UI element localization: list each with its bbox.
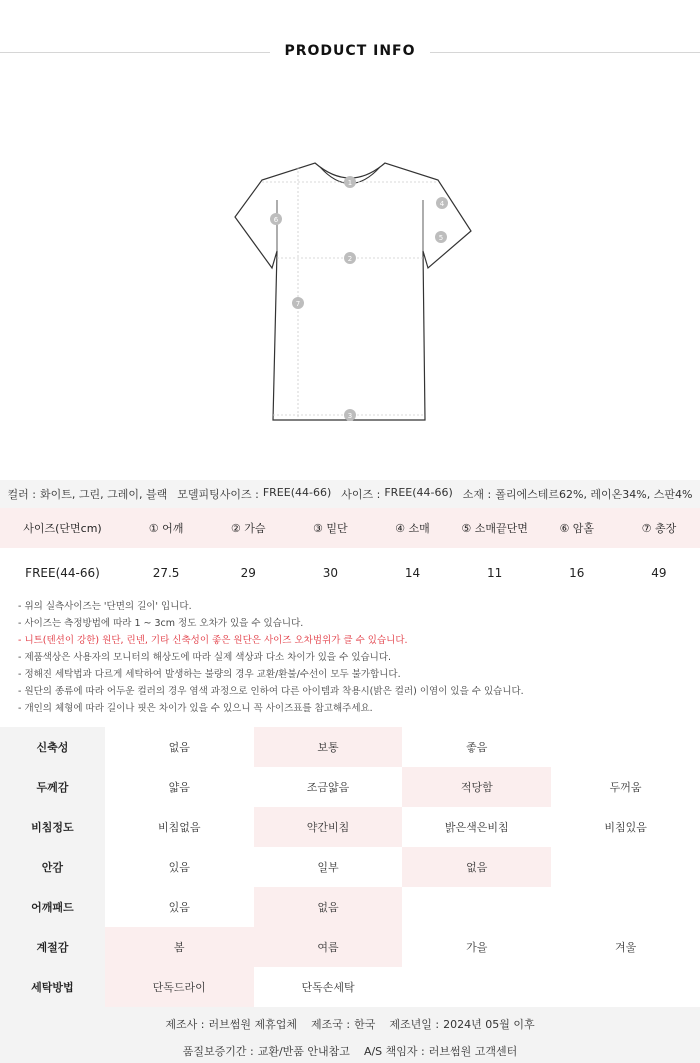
note-item: - 사이즈는 측정방법에 따라 1 ~ 3cm 정도 오차가 있을 수 있습니다. — [18, 618, 304, 629]
fit-option-empty — [551, 967, 700, 1007]
note-item: - 정해진 세탁법과 다르게 세탁하여 발생하는 불량의 경우 교환/환불/수선이 모두 불가합니다. — [18, 669, 401, 680]
fit-option: 얇음 — [168, 781, 190, 794]
note-item: - 위의 실측사이즈는 '단면의 길이' 입니다. — [18, 601, 192, 612]
warranty: 품질보증기간 : 교환/반품 안내참고 — [182, 1045, 350, 1058]
fit-option: 가을 — [466, 941, 488, 954]
spec-color: 컬러 : 화이트, 그린, 그레이, 블랙 — [7, 488, 168, 501]
table-cell: 16 — [569, 566, 585, 580]
page-title: PRODUCT INFO — [284, 43, 416, 59]
fit-label: 안감 — [0, 847, 105, 887]
fit-option: 없음 — [254, 887, 403, 927]
fit-option-empty — [402, 887, 551, 927]
note-item: - 원단의 종류에 따라 어두운 컬러의 경우 염색 과정으로 인하여 다른 아이템과 착용시(밝은 컬러) 이염이 있을 수 있습니다. — [18, 686, 524, 697]
column-header: ④ 소매 — [371, 508, 453, 548]
table-row — [0, 548, 700, 598]
fit-option: 단독손세탁 — [301, 981, 355, 994]
fit-option: 여름 — [254, 927, 403, 967]
fit-option: 없음 — [402, 847, 551, 887]
size-notes — [18, 598, 688, 717]
fit-option-empty — [551, 887, 700, 927]
country: 제조국 : 한국 — [311, 1018, 376, 1031]
fit-attribute-table — [0, 727, 700, 1007]
marker-2 — [344, 252, 356, 264]
fit-option: 약간비침 — [254, 807, 403, 847]
table-cell: FREE(44-66) — [25, 566, 100, 580]
fit-option: 비침없음 — [157, 821, 201, 834]
fit-option: 보통 — [254, 727, 403, 767]
divider — [0, 52, 270, 53]
fit-option: 단독드라이 — [105, 967, 254, 1007]
fit-option: 봄 — [105, 927, 254, 967]
spec-size: 사이즈 : FREE(44-66) — [341, 486, 453, 501]
svg-text:5: 5 — [438, 234, 444, 242]
size-table-header — [0, 508, 700, 548]
fit-option-empty — [551, 847, 700, 887]
fit-option: 두꺼움 — [609, 781, 642, 794]
fit-option: 밝은색은비침 — [444, 821, 509, 834]
svg-text:4: 4 — [439, 200, 445, 208]
column-header: ⑦ 총장 — [618, 508, 700, 548]
divider — [430, 52, 700, 53]
tshirt-diagram — [225, 155, 475, 435]
note-item: - 제품색상은 사용자의 모니터의 해상도에 따라 실제 색상과 다소 차이가 있을 수 있습니다. — [18, 652, 392, 663]
fit-row — [0, 967, 700, 1007]
column-header: ① 어깨 — [125, 508, 207, 548]
footer-line — [0, 1013, 700, 1035]
fit-label: 신축성 — [0, 727, 105, 767]
column-header: ② 가슴 — [207, 508, 289, 548]
fit-row — [0, 887, 700, 927]
svg-text:1: 1 — [347, 179, 353, 187]
spec-bar — [0, 480, 700, 508]
spec-material: 소재 : 폴리에스테르62%, 레이온34%, 스판4% — [462, 488, 693, 501]
size-table — [0, 508, 700, 598]
fit-row — [0, 807, 700, 847]
note-item: - 개인의 체형에 따라 길이나 핏은 차이가 있을 수 있으니 꼭 사이즈표를 참고해주세요. — [18, 703, 373, 714]
fit-label: 어깨패드 — [0, 887, 105, 927]
maker: 제조사 : 러브썸원 제휴업체 — [165, 1018, 298, 1031]
fit-option-empty — [402, 967, 551, 1007]
marker-3 — [344, 409, 356, 421]
footer-line — [0, 1040, 700, 1062]
fit-label: 계절감 — [0, 927, 105, 967]
column-header: ⑥ 암홀 — [536, 508, 618, 548]
table-cell: 14 — [404, 566, 421, 580]
fit-option: 적당함 — [402, 767, 551, 807]
fit-option: 있음 — [168, 861, 190, 874]
table-cell: 49 — [651, 566, 667, 580]
as-manager: A/S 책임자 : 러브썸원 고객센터 — [363, 1045, 518, 1058]
column-header: 사이즈(단면cm) — [0, 508, 125, 548]
fit-label: 두께감 — [0, 767, 105, 807]
marker-5 — [435, 231, 447, 243]
manufacture-date: 제조년일 : 2024년 05월 이후 — [389, 1018, 535, 1031]
spec-model-size: 모델피팅사이즈 : FREE(44-66) — [177, 486, 332, 501]
fit-option: 없음 — [168, 741, 190, 754]
marker-1 — [344, 176, 356, 188]
fit-option: 일부 — [317, 861, 339, 874]
marker-6 — [270, 213, 282, 225]
fit-option: 조금얇음 — [306, 781, 350, 794]
fit-row — [0, 927, 700, 967]
fit-row — [0, 847, 700, 887]
fit-option: 좋음 — [466, 741, 488, 754]
table-cell: 29 — [240, 566, 256, 580]
fit-option: 있음 — [168, 901, 190, 914]
svg-text:6: 6 — [273, 216, 279, 224]
fit-option: 겨울 — [614, 941, 637, 954]
fit-label: 비침정도 — [0, 807, 105, 847]
tshirt-outline — [235, 163, 471, 420]
fit-option: 비침있음 — [604, 821, 647, 834]
marker-4 — [436, 197, 448, 209]
table-cell: 11 — [486, 566, 503, 580]
marker-7 — [292, 297, 304, 309]
table-cell: 30 — [322, 566, 338, 580]
note-item-warning: - 니트(텐션이 강한) 원단, 린넨, 기타 신축성이 좋은 원단은 사이즈 오차범위가 클 수 있습니다. — [18, 635, 408, 646]
svg-text:2: 2 — [347, 255, 353, 263]
fit-option-empty — [551, 727, 700, 767]
manufacturer-info — [0, 1007, 700, 1063]
svg-text:7: 7 — [295, 300, 301, 308]
column-header: ③ 밑단 — [289, 508, 371, 548]
fit-label: 세탁방법 — [0, 967, 105, 1007]
section-header — [0, 40, 700, 66]
svg-text:3: 3 — [347, 412, 353, 420]
fit-row — [0, 767, 700, 807]
column-header: ⑤ 소매끝단면 — [454, 508, 536, 548]
table-cell: 27.5 — [152, 566, 180, 580]
fit-row — [0, 727, 700, 767]
